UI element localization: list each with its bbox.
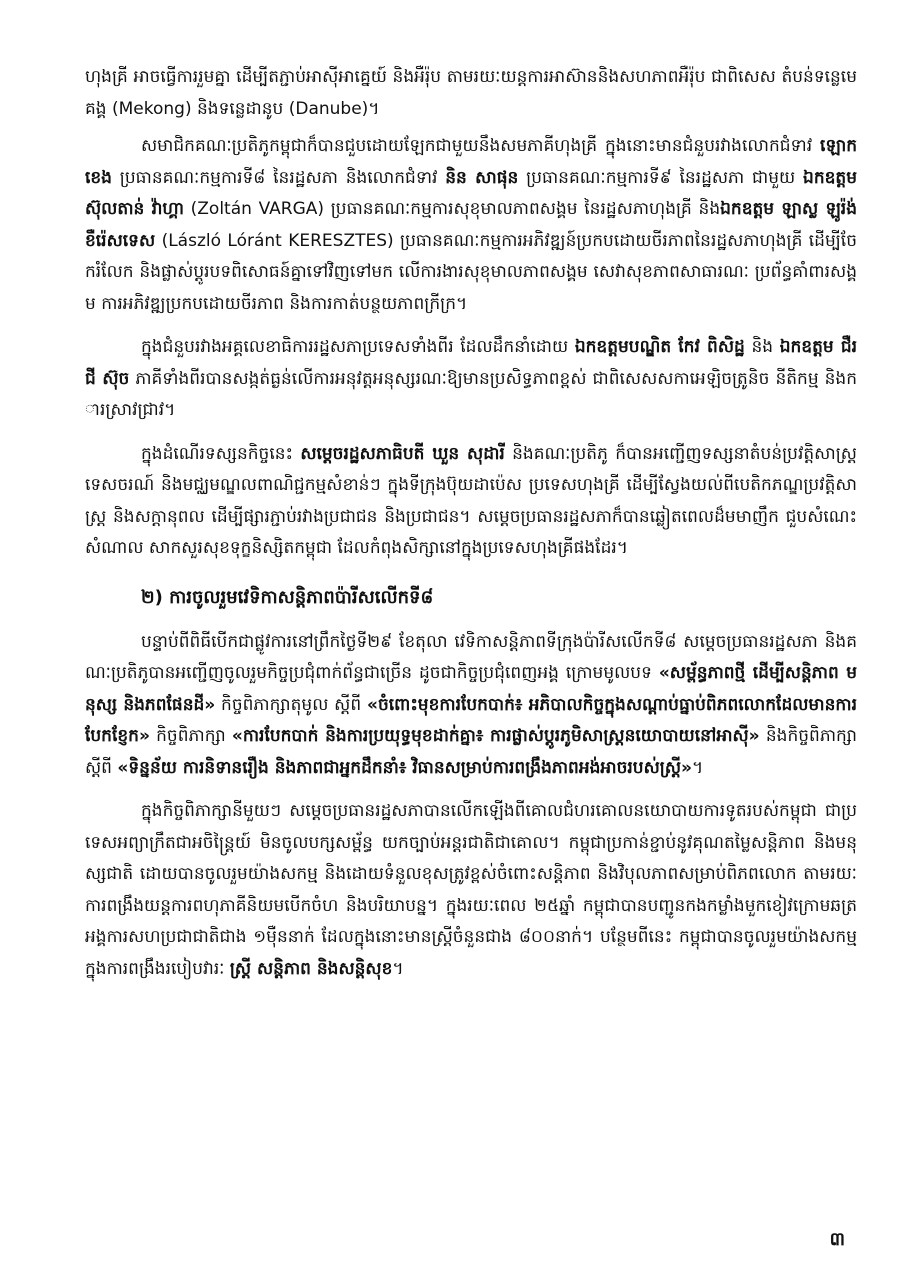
text-run: ភាគីទាំងពីរបានសង្កត់ធ្ងន់លើការអនុវត្តអនុស្សរណៈឱ្យមានប្រសិទ្ធភាពខ្ពស់ ជាពិសេសសកាអេឡិចត្រូនិច នីតិកម្ម និងការស្រាវជ្រាវ។	[85, 368, 858, 420]
text-run: និង	[744, 337, 780, 357]
bold-text-run: ឯកឧត្តម ឡាស្ល ឡូរ៉ង់ ខឺរ៉េសទេស	[85, 199, 857, 251]
paragraph-visit	[85, 439, 857, 565]
paragraph-committee-meetings	[85, 131, 857, 320]
bold-text-run: ឡោក ខេង	[85, 136, 857, 188]
bold-text-run: «ចំពោះមុខការបែកបាក់៖ អភិបាលកិច្ចក្នុងសណ្តាប់ធ្នាប់ពិភពលោកដែលមានការបែកខ្ញែក»	[85, 694, 857, 746]
bold-text-run: ឯកឧត្តមបណ្ឌិត កែវ ពិសិដ្ឋ	[574, 337, 745, 357]
bold-text-run: ស្ត្រី សន្តិភាព និងសន្តិសុខ	[229, 958, 393, 979]
bold-text-run: និន សាផុន	[445, 167, 519, 188]
text-run: ក្នុងជំនួបរវាងអគ្គលេខាធិការរដ្ឋសភាប្រទេសទាំងពីរ ដែលដឹកនាំដោយ	[141, 337, 575, 357]
paragraph-paris-forum	[85, 627, 857, 785]
text-run: ។	[692, 757, 704, 778]
bold-text-run: «ទិន្នន័យ ការនិទានរឿង និងភាពជាអ្នកដឹកនាំ៖ វិធានសម្រាប់ការពង្រឹងភាពអង់អាចរបស់ស្ត្រី»	[117, 757, 693, 778]
bold-text-run: ឯកឧត្តម ស៊ុលតាន់ វ៉ាហ្គា	[85, 167, 857, 219]
bold-text-run: «ការបែកបាក់ និងការប្រយុទ្ធមុខដាក់គ្នា៖ ការផ្លាស់ប្តូរភូមិសាស្ត្រនយោបាយនៅអាស៊ី»	[231, 726, 760, 746]
text-run: និងកិច្ចពិភាក្សា ស្តីពី	[85, 726, 858, 778]
text-run: ។	[392, 958, 404, 979]
text-run: (László Lóránt KERESZTES) ប្រធានគណៈកម្មការអភិវឌ្ឍន៍ប្រកបដោយចីរភាពនៃរដ្ឋសភាហុងគ្រី ដើម្បីចែករំលែក និងផ្លាស់ប្តូរបទពិសោធន៍គ្នាទៅវិញទៅមក លើការងារសុខុមាលភាពសង្គម សេវាសុខភាពសាធារណៈ ប្រព័ន្ធគាំពារសង្គម ការអភិវឌ្ឍប្រកបដោយចីរភាព និងការកាត់បន្ថយភាពក្រីក្រ។	[85, 230, 857, 314]
text-run: បន្ទាប់ពីពិធីបើកជាផ្លូវការនៅព្រឹកថ្ងៃទី២៩ ខែតុលា វេទិកាសន្តិភាពទីក្រុងប៉ារីសលើកទី៨ សម្តេចប្រធានរដ្ឋសភា និងគណៈប្រតិភូបានអញ្ជើញចូលរួមកិច្ចប្រជុំពាក់ព័ន្ធជាច្រើន ដូចជាកិច្ចប្រជុំពេញអង្គ ក្រោមមូលបទ	[85, 631, 857, 683]
text-run: ក្នុងដំណើរទស្សនកិច្ចនេះ	[141, 443, 301, 464]
section-heading: ២) ការចូលរួមវេទិកាសន្តិភាពប៉ារីសលើកទី៨	[141, 586, 434, 608]
text-run: និងគណៈប្រតិភូ ក៏បានអញ្ជើញទស្សនាតំបន់ប្រវត្តិសាស្ត្រ ទេសចរណ៍ និងមជ្ឈមណ្ឌលពាណិជ្ជកម្មសំខាន់ៗ ក្នុងទីក្រុងប៊ុយដាប៉េស ប្រទេសហុងគ្រី ដើម្បីស្វែងយល់ពីបេតិកភណ្ឌប្រវត្តិសាស្ត្រ និងសក្តានុពល ដើម្បីផ្សារភ្ជាប់រវាងប្រជាជន និងប្រជាជន។ សម្តេចប្រធានរដ្ឋសភាក៏បានឆ្លៀតពេលដ៏មមាញឹក ជួបសំណេះសំណាល សាកសួរសុខទុក្ខនិស្សិតកម្ពុជា ដែលកំពុងសិក្សានៅក្នុងប្រទេសហុងគ្រីផងដែរ។	[85, 443, 857, 558]
paragraph-discussions	[85, 796, 857, 985]
text-run: ក្នុងកិច្ចពិភាក្សានីមួយៗ សម្តេចប្រធានរដ្ឋសភាបានលើកឡើងពីគោលជំហរគោលនយោបាយការទូតរបស់កម្ពុជា ជាប្រទេសអព្យាក្រឹតជាអចិន្ត្រៃយ៍ មិនចូលបក្សសម្ព័ន្ធ យកច្បាប់អន្តរជាតិជាគោល។ កម្ពុជាប្រកាន់ខ្ជាប់នូវគុណតម្លៃសន្តិភាព និងមនុស្សជាតិ ដោយបានចូលរួមយ៉ាងសកម្ម និងដោយទំនួលខុសត្រូវខ្ពស់ចំពោះសន្តិភាព និងវិបុលភាពសម្រាប់ពិភពលោក តាមរយៈការពង្រឹងយន្តការពហុភាគីនិយមបើកចំហ និងបរិយាបន្ន។ ក្នុងរយៈពេល ២៥ឆ្នាំ កម្ពុជាបានបញ្ជូនកងកម្លាំងមួកខៀវក្រោមឆត្រអង្គការសហប្រជាជាតិជាង ១ម៉ឺននាក់ ដែលក្នុងនោះមានស្ត្រីចំនួនជាង ៨០០នាក់។ បន្ថែមពីនេះ កម្ពុជាបានចូលរួមយ៉ាងសកម្មក្នុងការពង្រឹងរបៀបវារៈ	[85, 801, 857, 979]
paragraph-secretaries-general	[85, 332, 857, 427]
text-run: (Zoltán VARGA) ប្រធានគណៈកម្មការសុខុមាលភាពសង្គម នៃរដ្ឋសភាហុងគ្រី និង	[183, 199, 721, 219]
text-run: កិច្ចពិភាក្សា	[149, 726, 232, 746]
paragraph-continuation: ហុងគ្រី អាចធ្វើការរួមគ្នា ដើម្បីតភ្ជាប់អាស៊ីអាគ្នេយ៍ និងអឺរ៉ុប តាមរយៈយន្តការអាស៊ាននិងសហភាពអឺរ៉ុប ជាពិសេស តំបន់ទន្លេមេគង្គ (Mekong) និងទន្លេដានូប (Danube)។	[85, 67, 857, 119]
text-run: កិច្ចពិភាក្សាតុមូល ស្តីពី	[215, 694, 367, 715]
text-run: ប្រធានគណៈកម្មការទី៨ នៃរដ្ឋសភា និងលោកជំទាវ	[111, 167, 446, 188]
text-run: សមាជិកគណៈប្រតិភូកម្ពុជាក៏បានជួបដោយឡែកជាមួយនឹងសមភាគីហុងគ្រី ក្នុងនោះមានជំនួបរវាងលោកជំទាវ	[141, 136, 821, 156]
bold-text-run: «សម្ព័ន្ធភាពថ្មី ដើម្បីសន្តិភាព មនុស្ស និងភពផែនដី»	[85, 663, 857, 715]
bold-text-run: ឯកឧត្តម ជឺរជី ស៊ុច	[85, 337, 858, 389]
text-run: ប្រធានគណៈកម្មការទី៩ នៃរដ្ឋសភា ជាមួយ	[518, 167, 804, 188]
page-number: ៣	[829, 1229, 845, 1250]
bold-text-run: សម្តេចរដ្ឋសភាធិបតី ឃួន សុដារី	[300, 443, 505, 464]
